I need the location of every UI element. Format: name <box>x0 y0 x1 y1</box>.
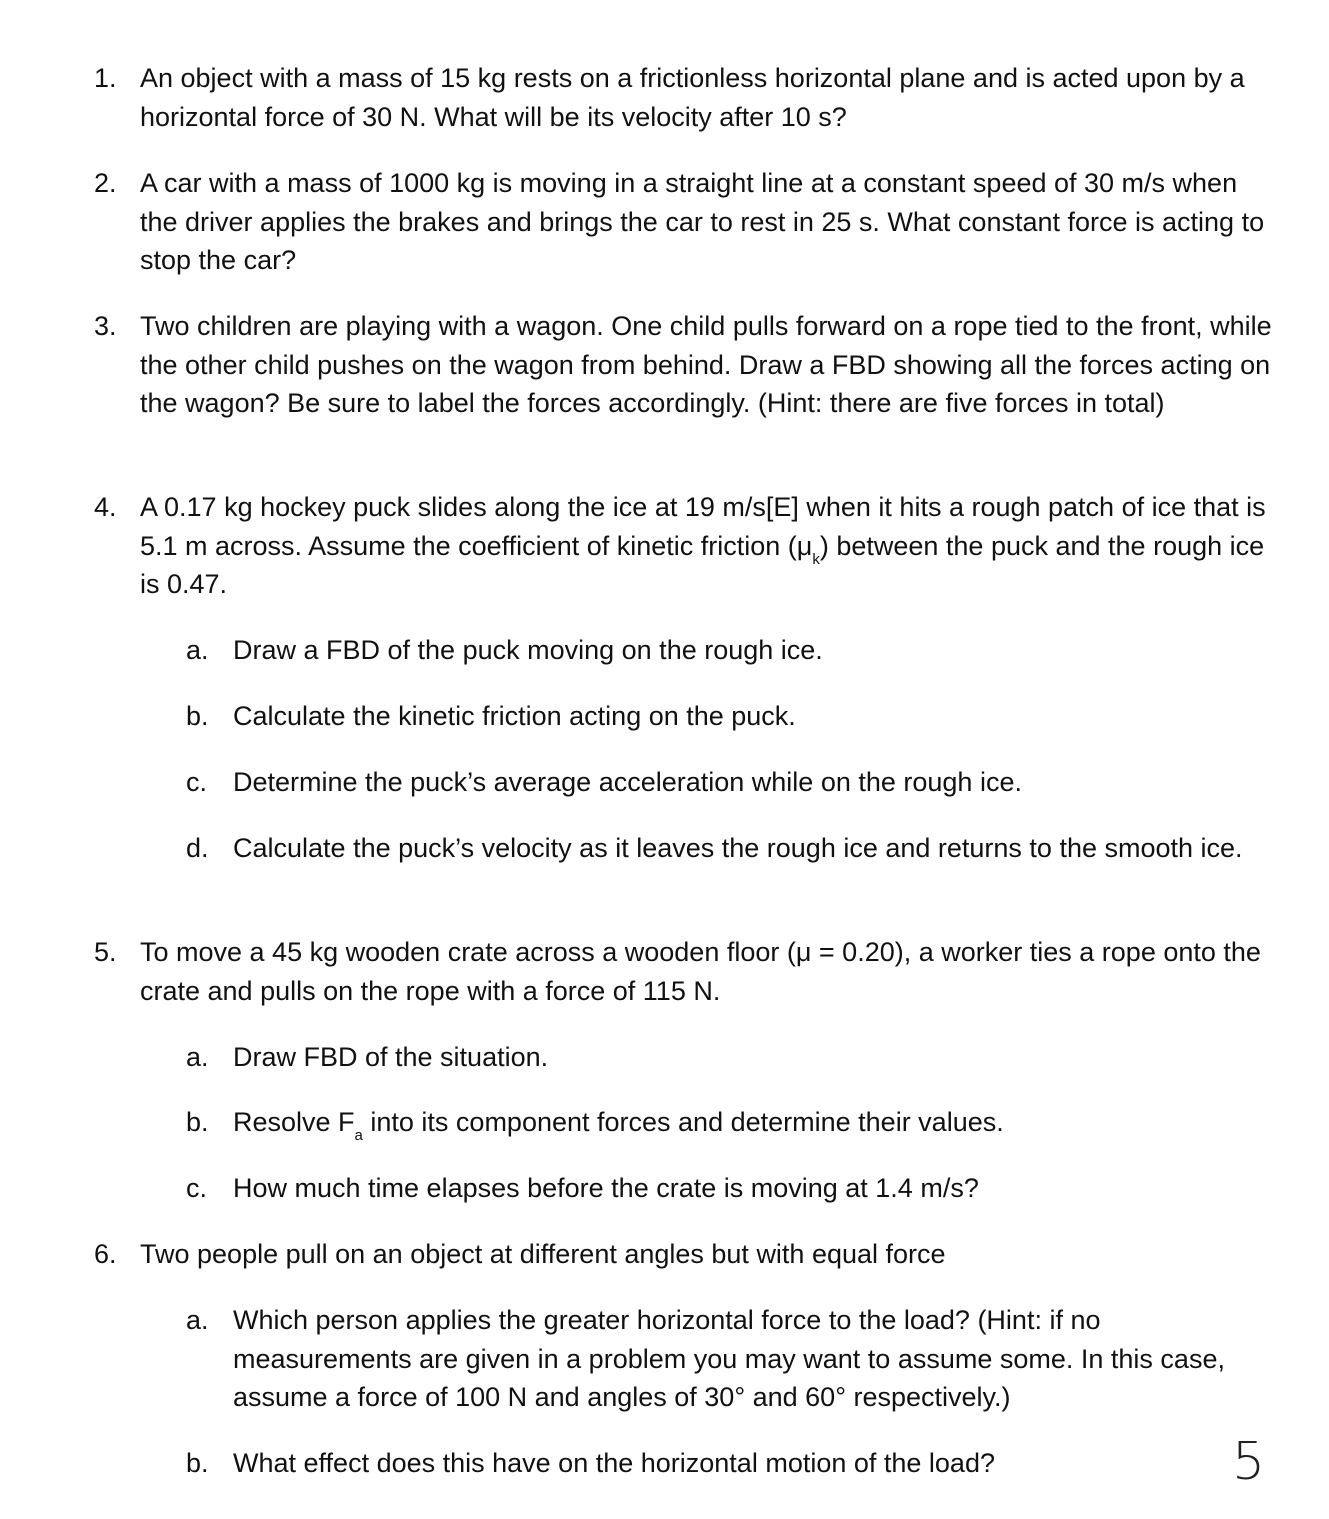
part-letter: d. <box>186 833 209 863</box>
part-letter: b. <box>186 1107 209 1137</box>
question-text: An object with a mass of 15 kg rests on a frictionless horizontal plane and is acted upon by a horizontal force of 30 N. What will be its velocity after 10 s? <box>140 63 1245 132</box>
question-6a <box>186 1301 1266 1417</box>
mu-subscript-k: k <box>812 550 820 568</box>
question-3 <box>94 307 1274 423</box>
part-text: Which person applies the greater horizontal force to the load? (Hint: if no measurements are given in a problem you may want to assume some. In this case, assume a force of 100 N and angles of 30° and 60° respectively.) <box>233 1305 1225 1412</box>
part-text <box>233 1103 1266 1142</box>
question-6 <box>94 1235 1274 1274</box>
question-4a <box>186 631 1266 670</box>
part-letter: b. <box>186 701 209 731</box>
question-number: 1. <box>94 63 117 93</box>
question-text: Two people pull on an object at different angles but with equal force <box>140 1239 946 1269</box>
question-text-before: A 0.17 kg hockey puck slides along the ice at 19 m/s[E] when it hits a rough patch of ice that is 5.1 m across. Assume the coefficient of kinetic friction (μ <box>140 492 1266 561</box>
question-number: 3. <box>94 311 117 341</box>
part-text: Calculate the puck’s velocity as it leaves the rough ice and returns to the smooth ice. <box>233 833 1243 863</box>
question-text: Two children are playing with a wagon. One child pulls forward on a rope tied to the front, while the other child pushes on the wagon from behind. Draw a FBD showing all the forces acting on the wagon? Be sure to label the forces accordingly. (Hint: there are five forces in total) <box>140 311 1272 418</box>
question-5b <box>186 1103 1266 1142</box>
question-number: 6. <box>94 1239 117 1269</box>
part-text-before: Resolve F <box>233 1107 355 1137</box>
question-6b <box>186 1444 1266 1483</box>
part-letter: a. <box>186 1305 209 1335</box>
question-text: To move a 45 kg wooden crate across a wooden floor (μ = 0.20), a worker ties a rope onto the crate and pulls on the rope with a force of 115 N. <box>140 937 1261 1006</box>
question-4d <box>186 829 1266 868</box>
question-2 <box>94 164 1274 280</box>
question-number: 5. <box>94 937 117 967</box>
part-text: What effect does this have on the horizontal motion of the load? <box>233 1448 995 1478</box>
part-text: Determine the puck’s average acceleration while on the rough ice. <box>233 767 1022 797</box>
question-number: 2. <box>94 168 117 198</box>
part-letter: b. <box>186 1448 209 1478</box>
question-number: 4. <box>94 492 117 522</box>
question-4b <box>186 697 1266 736</box>
force-subscript-a: a <box>354 1127 363 1144</box>
part-letter: a. <box>186 1042 209 1072</box>
part-text: Draw FBD of the situation. <box>233 1042 549 1072</box>
question-text-after: ) between the puck and the rough ice is 0.47. <box>140 530 1265 599</box>
part-letter: c. <box>186 767 208 797</box>
part-text: Calculate the kinetic friction acting on the puck. <box>233 701 796 731</box>
question-4c <box>186 763 1266 802</box>
part-letter: a. <box>186 635 209 665</box>
question-text: A car with a mass of 1000 kg is moving in a straight line at a constant speed of 30 m/s when the driver applies the brakes and brings the car to rest in 25 s. What constant force is acting to stop the car? <box>140 168 1265 275</box>
part-text: Draw a FBD of the puck moving on the rough ice. <box>233 635 823 665</box>
page-number: 5 <box>1232 1432 1266 1492</box>
question-5 <box>94 933 1274 1010</box>
question-1 <box>94 59 1274 136</box>
question-4 <box>94 488 1274 604</box>
question-text <box>140 488 1274 604</box>
part-text-after: into its component forces and determine their values. <box>362 1107 1004 1137</box>
question-5c <box>186 1169 1266 1208</box>
part-text: How much time elapses before the crate is moving at 1.4 m/s? <box>233 1173 979 1203</box>
question-5a <box>186 1038 1266 1077</box>
part-letter: c. <box>186 1173 208 1203</box>
